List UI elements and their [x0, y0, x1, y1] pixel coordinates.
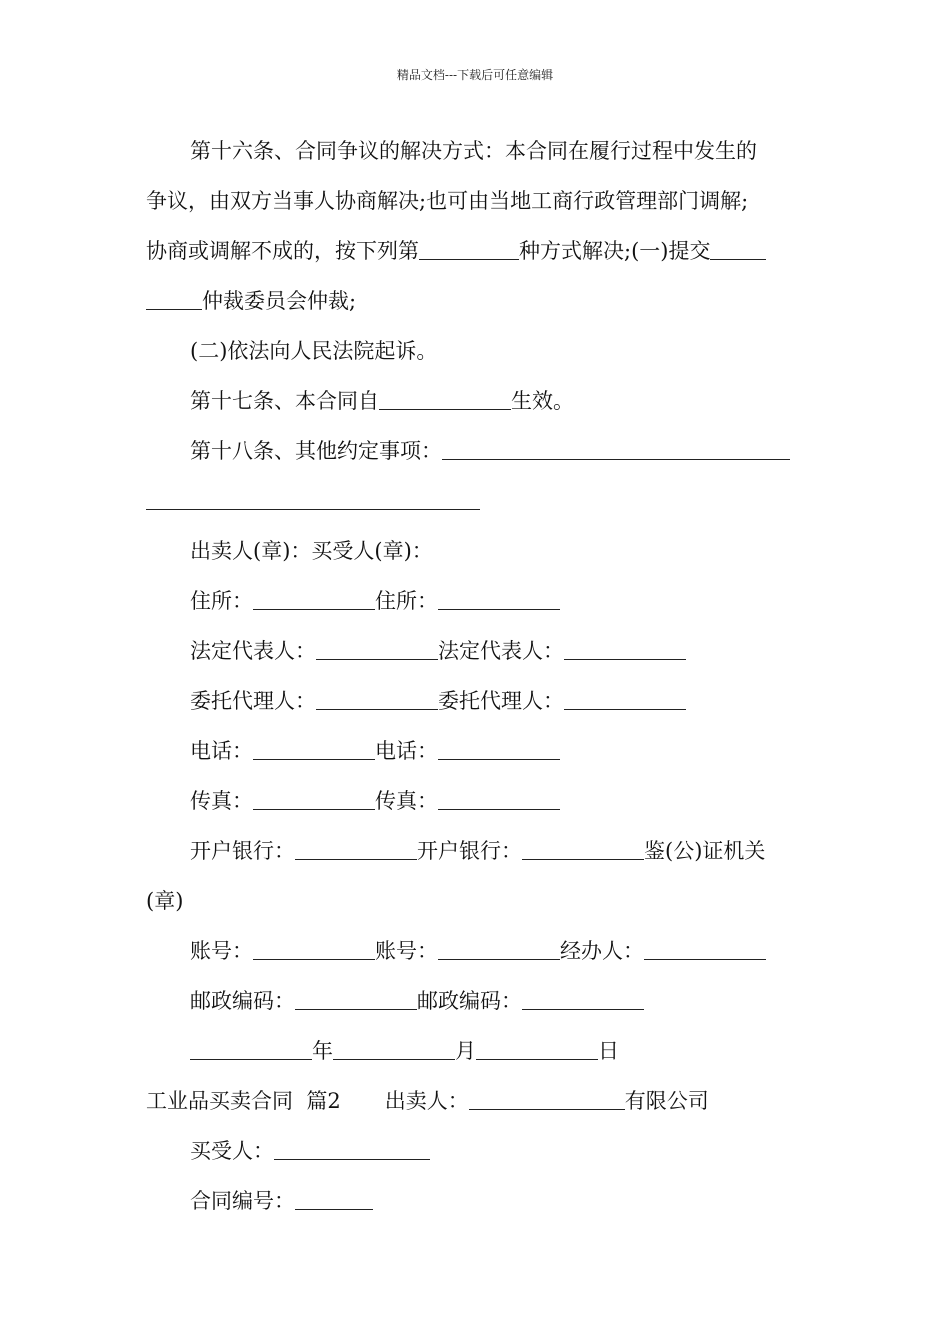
- article-17-text-a: 第十七条、本合同自: [190, 389, 379, 413]
- legal-rep-row: [190, 636, 686, 666]
- contract-number-blank: [295, 1189, 373, 1210]
- day-blank: [476, 1039, 598, 1060]
- bank-blank-buyer: [522, 839, 644, 860]
- handler-label: 经办人：: [560, 939, 644, 963]
- phone-label-seller: 电话：: [190, 739, 253, 763]
- account-label-buyer: 账号：: [375, 939, 438, 963]
- lawsuit-text: (二)依法向人民法院起诉。: [190, 339, 438, 363]
- article-18-text: 第十八条、其他约定事项：: [190, 439, 442, 463]
- day-label: 日: [598, 1039, 619, 1063]
- contract-2-title: 工业品买卖合同 篇2: [146, 1089, 341, 1113]
- fax-blank-seller: [253, 789, 375, 810]
- account-blank-buyer: [438, 939, 560, 960]
- fax-label-seller: 传真：: [190, 789, 253, 813]
- address-label-buyer: 住所：: [375, 589, 438, 613]
- agent-row: [190, 686, 686, 716]
- address-row: [190, 586, 560, 616]
- article-17: [190, 386, 574, 416]
- legal-rep-label-seller: 法定代表人：: [190, 639, 316, 663]
- fax-blank-buyer: [438, 789, 560, 810]
- article-16-text-c1: 协商或调解不成的，按下列第: [146, 239, 419, 263]
- bank-blank-seller: [295, 839, 417, 860]
- article-16-line-3: [146, 236, 766, 266]
- legal-rep-label-buyer: 法定代表人：: [438, 639, 564, 663]
- parties-label: 出卖人(章)：买受人(章)：: [190, 539, 433, 563]
- bank-label-buyer: 开户银行：: [417, 839, 522, 863]
- arbitration-blank-start: [710, 239, 766, 260]
- article-16-text-a: 第十六条、合同争议的解决方式：本合同在履行过程中发生的: [190, 139, 757, 163]
- arbitration-blank-end: [146, 289, 202, 310]
- address-blank-buyer: [438, 589, 560, 610]
- seller-name-blank: [469, 1089, 625, 1110]
- contract-number-row: [190, 1186, 373, 1216]
- buyer-label: 买受人：: [190, 1139, 274, 1163]
- bank-row: [190, 836, 765, 866]
- agent-blank-seller: [316, 689, 438, 710]
- legal-rep-blank-buyer: [564, 639, 686, 660]
- date-row: [190, 1036, 619, 1066]
- seller-label: 出卖人：: [384, 1089, 469, 1113]
- sign-parties: [190, 536, 433, 566]
- phone-blank-buyer: [438, 739, 560, 760]
- notary-label: 鉴(公)证机关: [644, 839, 766, 863]
- article-16-line-2: [146, 186, 748, 216]
- article-18: [190, 436, 790, 466]
- article-16-text-c2: 种方式解决;(一)提交: [519, 239, 711, 263]
- agent-blank-buyer: [564, 689, 686, 710]
- contract-2-heading-row: [146, 1086, 709, 1116]
- article-16-item-2: [190, 336, 437, 366]
- article-18-continued: [146, 486, 480, 516]
- address-blank-seller: [253, 589, 375, 610]
- bank-label-seller: 开户银行：: [190, 839, 295, 863]
- agent-label-seller: 委托代理人：: [190, 689, 316, 713]
- account-row: [190, 936, 766, 966]
- year-label: 年: [312, 1039, 333, 1063]
- article-16-line-1: [190, 136, 757, 166]
- handler-blank: [644, 939, 766, 960]
- notary-seal-row: [146, 886, 183, 916]
- postcode-label-seller: 邮政编码：: [190, 989, 295, 1013]
- method-number-blank: [419, 239, 519, 260]
- article-17-text-b: 生效。: [511, 389, 574, 413]
- effective-date-blank: [379, 389, 511, 410]
- other-matters-blank-1: [442, 439, 790, 460]
- fax-row: [190, 786, 560, 816]
- account-blank-seller: [253, 939, 375, 960]
- phone-label-buyer: 电话：: [375, 739, 438, 763]
- postcode-row: [190, 986, 644, 1016]
- year-blank: [190, 1039, 312, 1060]
- legal-rep-blank-seller: [316, 639, 438, 660]
- buyer-row: [190, 1136, 430, 1166]
- fax-label-buyer: 传真：: [375, 789, 438, 813]
- month-blank: [333, 1039, 455, 1060]
- contract-number-label: 合同编号：: [190, 1189, 295, 1213]
- article-16-line-4: [146, 286, 356, 316]
- article-16-text-b: 争议，由双方当事人协商解决;也可由当地工商行政管理部门调解;: [146, 189, 749, 213]
- address-label-seller: 住所：: [190, 589, 253, 613]
- postcode-blank-buyer: [522, 989, 644, 1010]
- agent-label-buyer: 委托代理人：: [438, 689, 564, 713]
- article-16-text-d: 仲裁委员会仲裁;: [202, 289, 357, 313]
- seller-suffix: 有限公司: [624, 1089, 709, 1113]
- phone-blank-seller: [253, 739, 375, 760]
- postcode-label-buyer: 邮政编码：: [417, 989, 522, 1013]
- postcode-blank-seller: [295, 989, 417, 1010]
- other-matters-blank-2: [146, 489, 480, 510]
- account-label-seller: 账号：: [190, 939, 253, 963]
- month-label: 月: [455, 1039, 476, 1063]
- buyer-name-blank: [274, 1139, 430, 1160]
- phone-row: [190, 736, 560, 766]
- page-header: 精品文档---下载后可任意编辑: [396, 68, 554, 82]
- notary-seal-label: (章): [146, 889, 184, 913]
